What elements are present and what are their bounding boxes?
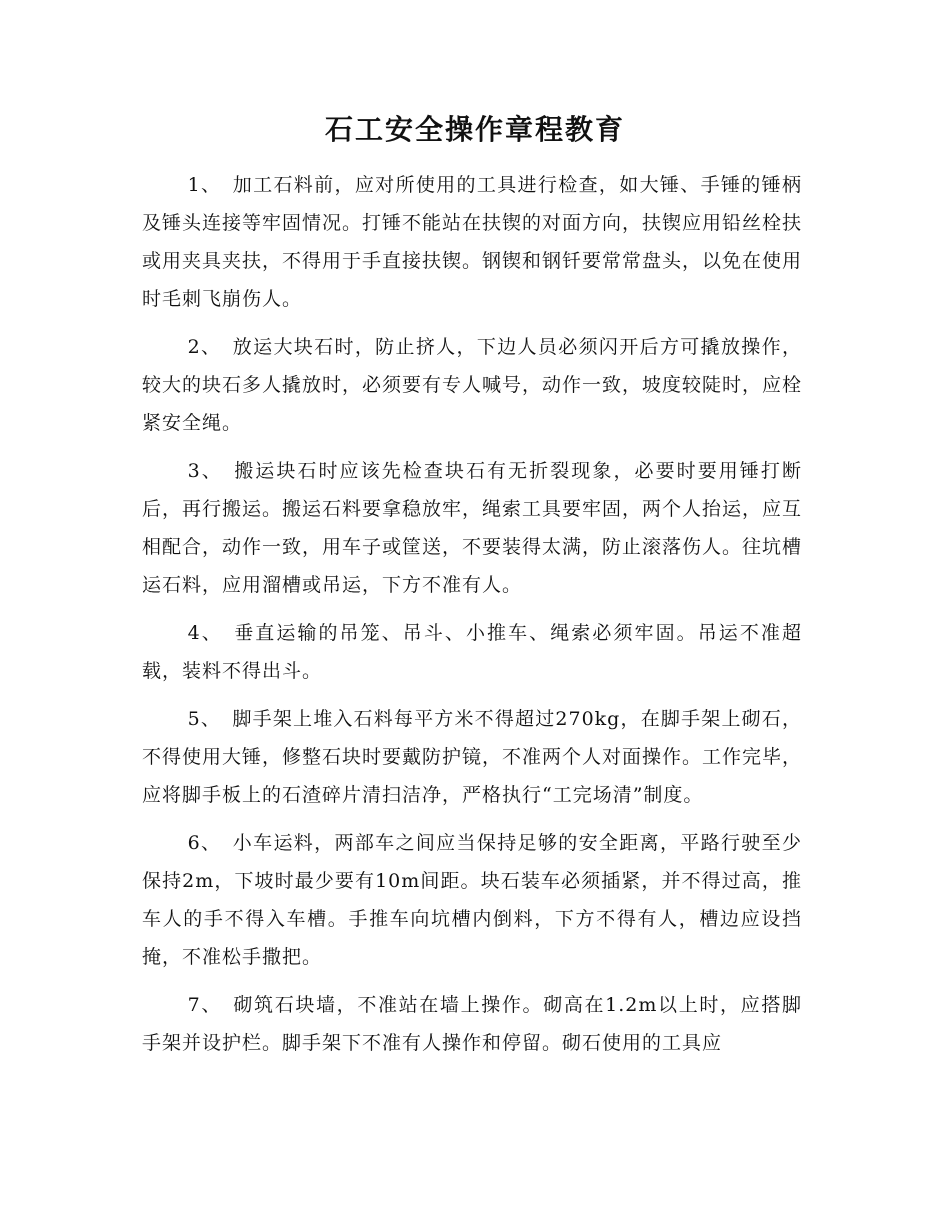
paragraph-number: 4、 bbox=[187, 622, 223, 644]
paragraph-text: 脚手架上堆入石料每平方米不得超过270kg，在脚手架上砌石，不得使用大锤，修整石块时要戴防护镜，不准两个人对面操作。工作完毕，应将脚手板上的石渣碎片清扫洁净，严格执行“工完场清”制度。 bbox=[142, 708, 803, 806]
paragraph-text: 小车运料，两部车之间应当保持足够的安全距离，平路行驶至少保持2m，下坡时最少要有10m间距。块石装车必须插紧，并不得过高，推车人的手不得入车槽。手推车向坑槽内倒料，下方不得有人，槽边应设挡掩，不准松手撒把。 bbox=[142, 832, 802, 968]
paragraph-7 bbox=[142, 986, 802, 1062]
paragraph-number: 5、 bbox=[187, 708, 222, 730]
paragraph-1 bbox=[142, 166, 802, 318]
paragraph-text: 砌筑石块墙，不准站在墙上操作。砌高在1.2m以上时，应搭脚手架并设护栏。脚手架下不准有人操作和停留。砌石使用的工具应 bbox=[142, 994, 802, 1054]
document-title: 石工安全操作章程教育 bbox=[324, 113, 625, 146]
paragraph-number: 1、 bbox=[187, 174, 222, 196]
paragraph-number: 2、 bbox=[187, 336, 222, 358]
paragraph-3 bbox=[142, 452, 802, 604]
paragraph-2 bbox=[142, 328, 802, 442]
paragraph-4 bbox=[142, 614, 802, 690]
paragraph-number: 3、 bbox=[187, 460, 223, 482]
paragraph-text: 搬运块石时应该先检查块石有无折裂现象，必要时要用锤打断后，再行搬运。搬运石料要拿稳放牢，绳索工具要牢固，两个人抬运，应互相配合，动作一致，用车子或筐送，不要装得太满，防止滚落伤人。往坑槽运石料，应用溜槽或吊运，下方不准有人。 bbox=[142, 460, 803, 596]
paragraph-text: 垂直运输的吊笼、吊斗、小推车、绳索必须牢固。吊运不准超载，装料不得出斗。 bbox=[142, 622, 802, 682]
paragraph-number: 7、 bbox=[187, 994, 222, 1016]
paragraph-5 bbox=[142, 700, 802, 814]
paragraph-number: 6、 bbox=[187, 832, 222, 854]
paragraph-text: 放运大块石时，防止挤人，下边人员必须闪开后方可撬放操作，较大的块石多人撬放时，必须要有专人喊号，动作一致，坡度较陡时，应栓紧安全绳。 bbox=[142, 336, 803, 434]
paragraph-6 bbox=[142, 824, 802, 976]
document-body bbox=[142, 166, 802, 1072]
paragraph-text: 加工石料前，应对所使用的工具进行检查，如大锤、手锤的锤柄及锤头连接等牢固情况。打锤不能站在扶锲的对面方向，扶锲应用铅丝栓扶或用夹具夹扶，不得用于手直接扶锲。钢锲和钢钎要常常盘头，以免在使用时毛刺飞崩伤人。 bbox=[142, 174, 803, 310]
